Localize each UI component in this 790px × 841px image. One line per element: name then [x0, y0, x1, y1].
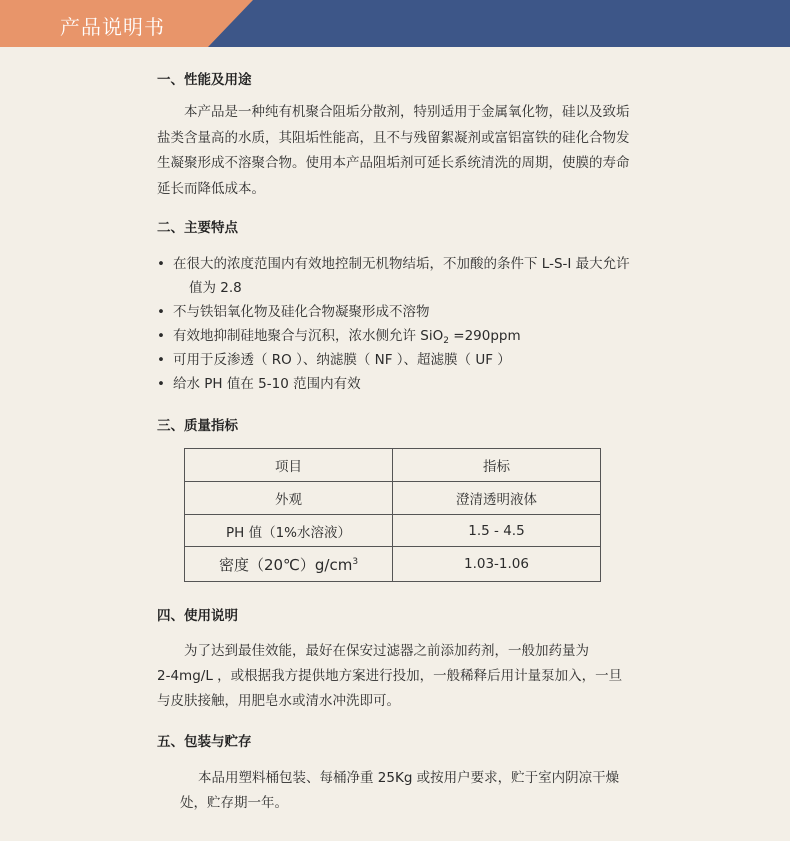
section-heading-quality: 三、质量指标 [157, 418, 238, 434]
table-cell: 1.03-1.06 [393, 547, 601, 582]
quality-table [184, 448, 601, 582]
list-item [157, 300, 657, 324]
table-row [185, 547, 601, 582]
feature-item-3-subscript: 2 [443, 336, 449, 346]
section-heading-features: 二、主要特点 [157, 220, 238, 236]
table-row [185, 515, 601, 547]
header-bar [0, 0, 790, 47]
usage-line-1: 为了达到最佳效能，最好在保安过滤器之前添加药剂，一般加药量为 [184, 643, 589, 659]
table-cell: 外观 [185, 482, 393, 515]
feature-item-3-prefix: 有效地抑制硅地聚合与沉积，浓水侧允许 SiO [173, 328, 444, 344]
table-cell: PH 值（1%水溶液） [185, 515, 393, 547]
packaging-line-1: 本品用塑料桶包装、每桶净重 25Kg 或按用户要求，贮于室内阴凉干燥 [198, 770, 620, 786]
section-heading-performance: 一、性能及用途 [157, 72, 252, 88]
list-item [157, 348, 657, 372]
list-item [157, 324, 657, 348]
feature-item-2: 不与铁铝氧化物及硅化合物凝聚形成不溶物 [173, 304, 430, 320]
section-heading-usage: 四、使用说明 [157, 608, 238, 624]
table-header-cell: 项目 [185, 449, 393, 482]
features-list [157, 252, 657, 396]
feature-item-4: 可用于反渗透（ RO ）、纳滤膜（ NF ）、超滤膜（ UF ） [173, 352, 511, 368]
table-cell: 1.5 - 4.5 [393, 515, 601, 547]
feature-item-5: 给水 PH 值在 5-10 范围内有效 [173, 376, 361, 392]
usage-line-3: 与皮肤接触，用肥皂水或清水冲洗即可。 [157, 693, 400, 709]
density-label: 密度（20℃）g/cm [218, 555, 353, 574]
table-row [185, 482, 601, 515]
table-cell [185, 547, 393, 582]
usage-line-2: 2-4mg/L ，或根据我方提供地方案进行投加，一般稀释后用计量泵加入，一旦 [157, 668, 623, 684]
page-title: 产品说明书 [60, 15, 165, 39]
feature-item-1-line1: 在很大的浓度范围内有效地控制无机物结垢，不加酸的条件下 L-S-I 最大允许 [173, 256, 630, 272]
section-heading-packaging: 五、包装与贮存 [157, 734, 252, 750]
list-item [157, 252, 657, 300]
density-superscript: 3 [352, 556, 359, 567]
packaging-line-2: 处，贮存期一年。 [180, 795, 288, 811]
table-header-cell: 指标 [393, 449, 601, 482]
table-cell: 澄清透明液体 [393, 482, 601, 515]
feature-item-3-suffix: =290ppm [448, 328, 521, 344]
feature-item-1-line2: 值为 2.8 [189, 280, 242, 296]
table-row [185, 449, 601, 482]
list-item [157, 372, 657, 396]
performance-paragraph: 本产品是一种纯有机聚合阻垢分散剂，特别适用于金属氧化物，硅以及致垢盐类含量高的水质，其阻垢性能高，且不与残留絮凝剂或富铝富铁的硅化合物发生凝聚形成不溶聚合物。使用本产品阻垢剂可延长系统清洗的周期，使膜的寿命延长而降低成本。 [157, 104, 630, 197]
